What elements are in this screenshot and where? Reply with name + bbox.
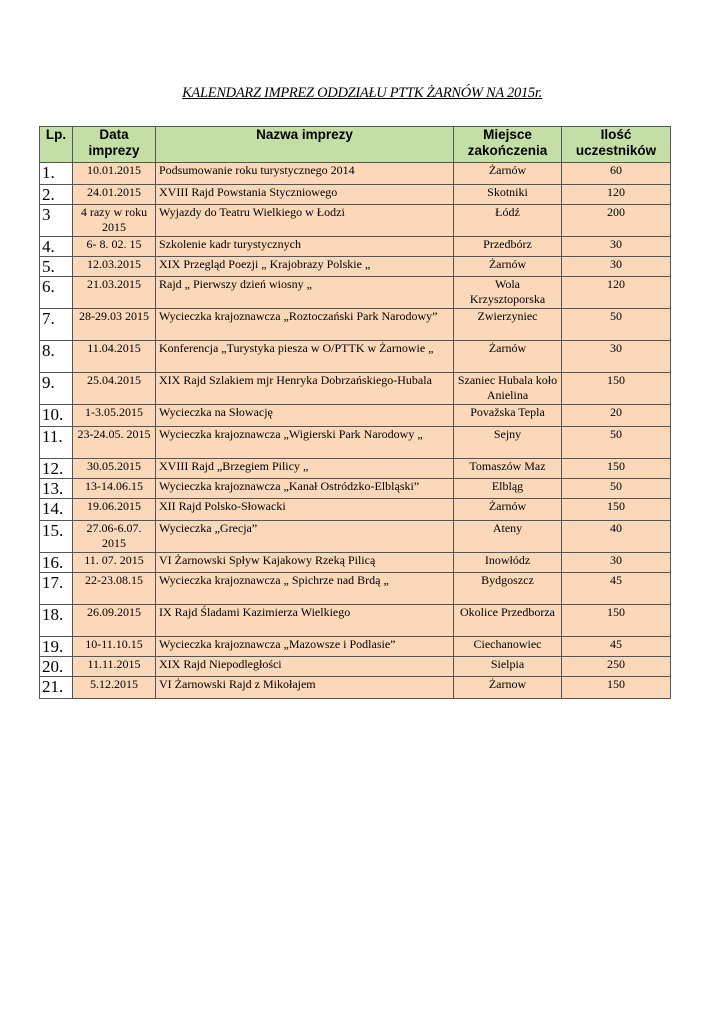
participant-count: 30 [562, 237, 671, 257]
event-name: Wycieczka krajoznawcza „Wigierski Park Narodowy „ [156, 427, 454, 459]
participant-count: 45 [562, 573, 671, 605]
row-number: 18. [40, 605, 73, 637]
row-number: 15. [40, 521, 73, 553]
row-number: 6. [40, 277, 73, 309]
event-name: Rajd „ Pierwszy dzień wiosny „ [156, 277, 454, 309]
row-number: 14. [40, 499, 73, 521]
table-row [40, 553, 671, 573]
table-row [40, 373, 671, 405]
header-place: Miejsce zakończenia [454, 127, 562, 163]
row-number: 16. [40, 553, 73, 573]
row-number: 9. [40, 373, 73, 405]
header-count: Ilość uczestników [562, 127, 671, 163]
event-place: Sejny [454, 427, 562, 459]
event-date: 25.04.2015 [73, 373, 156, 405]
event-name: Wycieczka na Słowację [156, 405, 454, 427]
event-date: 1-3.05.2015 [73, 405, 156, 427]
event-place: Wola Krzysztoporska [454, 277, 562, 309]
participant-count: 150 [562, 677, 671, 699]
participant-count: 120 [562, 185, 671, 205]
event-date: 24.01.2015 [73, 185, 156, 205]
participant-count: 50 [562, 309, 671, 341]
event-place: Szaniec Hubala koło Anielina [454, 373, 562, 405]
event-place: Zwierzyniec [454, 309, 562, 341]
participant-count: 30 [562, 257, 671, 277]
event-place: Elbląg [454, 479, 562, 499]
row-number: 11. [40, 427, 73, 459]
table-row [40, 677, 671, 699]
event-name: Wyjazdy do Teatru Wielkiego w Łodzi [156, 205, 454, 237]
participant-count: 60 [562, 163, 671, 185]
table-row [40, 637, 671, 657]
participant-count: 50 [562, 427, 671, 459]
participant-count: 250 [562, 657, 671, 677]
participant-count: 50 [562, 479, 671, 499]
participant-count: 200 [562, 205, 671, 237]
event-name: XVIII Rajd Powstania Styczniowego [156, 185, 454, 205]
participant-count: 150 [562, 459, 671, 479]
event-date: 28-29.03 2015 [73, 309, 156, 341]
event-place: Żarnów [454, 499, 562, 521]
event-place: Okolice Przedborza [454, 605, 562, 637]
table-row [40, 237, 671, 257]
participant-count: 150 [562, 373, 671, 405]
event-date: 19.06.2015 [73, 499, 156, 521]
event-name: Szkolenie kadr turystycznych [156, 237, 454, 257]
event-place: Skotniki [454, 185, 562, 205]
row-number: 4. [40, 237, 73, 257]
table-row [40, 341, 671, 373]
event-place: Przedbórz [454, 237, 562, 257]
table-row [40, 205, 671, 237]
event-name: XVIII Rajd „Brzegiem Pilicy „ [156, 459, 454, 479]
event-name: VI Żarnowski Rajd z Mikołajem [156, 677, 454, 699]
row-number: 20. [40, 657, 73, 677]
participant-count: 45 [562, 637, 671, 657]
event-date: 11.11.2015 [73, 657, 156, 677]
event-place: Łódź [454, 205, 562, 237]
header-num: Lp. [40, 127, 73, 163]
table-row [40, 657, 671, 677]
header-date: Data imprezy [73, 127, 156, 163]
table-row [40, 427, 671, 459]
event-name: Wycieczka krajoznawcza „Roztoczański Park Narodowy” [156, 309, 454, 341]
event-place: Żarnow [454, 677, 562, 699]
row-number: 12. [40, 459, 73, 479]
event-name: IX Rajd Śladami Kazimierza Wielkiego [156, 605, 454, 637]
event-name: Wycieczka krajoznawcza „Mazowsze i Podlasie” [156, 637, 454, 657]
row-number: 7. [40, 309, 73, 341]
event-place: Inowłódz [454, 553, 562, 573]
row-number: 21. [40, 677, 73, 699]
event-date: 11.04.2015 [73, 341, 156, 373]
event-date: 30.05.2015 [73, 459, 156, 479]
event-place: Żarnów [454, 257, 562, 277]
event-name: Wycieczka krajoznawcza „ Spichrze nad Brdą „ [156, 573, 454, 605]
row-number: 8. [40, 341, 73, 373]
event-place: Sielpia [454, 657, 562, 677]
event-date: 23-24.05. 2015 [73, 427, 156, 459]
event-place: Ciechanowiec [454, 637, 562, 657]
table-row [40, 573, 671, 605]
event-date: 5.12.2015 [73, 677, 156, 699]
event-date: 26.09.2015 [73, 605, 156, 637]
table-row [40, 459, 671, 479]
event-place: Żarnów [454, 163, 562, 185]
row-number: 13. [40, 479, 73, 499]
event-name: XIX Rajd Szlakiem mjr Henryka Dobrzańskiego-Hubala [156, 373, 454, 405]
row-number: 2. [40, 185, 73, 205]
event-name: Wycieczka „Grecja” [156, 521, 454, 553]
table-row [40, 605, 671, 637]
event-place: Tomaszów Maz [454, 459, 562, 479]
event-place: Bydgoszcz [454, 573, 562, 605]
table-row [40, 499, 671, 521]
event-date: 11. 07. 2015 [73, 553, 156, 573]
event-date: 6- 8. 02. 15 [73, 237, 156, 257]
event-date: 12.03.2015 [73, 257, 156, 277]
event-place: Považska Tepla [454, 405, 562, 427]
events-table [39, 126, 671, 699]
table-row [40, 163, 671, 185]
event-date: 10.01.2015 [73, 163, 156, 185]
row-number: 3 [40, 205, 73, 237]
row-number: 17. [40, 573, 73, 605]
header-name: Nazwa imprezy [156, 127, 454, 163]
table-row [40, 521, 671, 553]
event-name: Podsumowanie roku turystycznego 2014 [156, 163, 454, 185]
event-date: 10-11.10.15 [73, 637, 156, 657]
participant-count: 30 [562, 553, 671, 573]
table-row [40, 277, 671, 309]
event-name: XII Rajd Polsko-Słowacki [156, 499, 454, 521]
event-place: Żarnów [454, 341, 562, 373]
participant-count: 30 [562, 341, 671, 373]
table-row [40, 309, 671, 341]
event-place: Ateny [454, 521, 562, 553]
row-number: 10. [40, 405, 73, 427]
table-row [40, 405, 671, 427]
page-title: KALENDARZ IMPREZ ODDZIAŁU PTTK ŻARNÓW NA 2015r. [182, 85, 542, 101]
participant-count: 150 [562, 499, 671, 521]
row-number: 19. [40, 637, 73, 657]
event-name: Konferencja „Turystyka piesza w O/PTTK w Żarnowie „ [156, 341, 454, 373]
event-name: XIX Przegląd Poezji „ Krajobrazy Polskie „ [156, 257, 454, 277]
row-number: 5. [40, 257, 73, 277]
event-name: XIX Rajd Niepodległości [156, 657, 454, 677]
event-date: 13-14.06.15 [73, 479, 156, 499]
participant-count: 20 [562, 405, 671, 427]
table-row [40, 479, 671, 499]
participant-count: 40 [562, 521, 671, 553]
header-row [40, 127, 671, 163]
event-date: 4 razy w roku 2015 [73, 205, 156, 237]
participant-count: 150 [562, 605, 671, 637]
event-date: 27.06-6.07. 2015 [73, 521, 156, 553]
event-name: Wycieczka krajoznawcza „Kanał Ostródzko-Elbląski” [156, 479, 454, 499]
row-number: 1. [40, 163, 73, 185]
table-body [40, 163, 671, 699]
table-row [40, 185, 671, 205]
table-row [40, 257, 671, 277]
event-date: 22-23.08.15 [73, 573, 156, 605]
event-name: VI Żarnowski Spływ Kajakowy Rzeką Pilicą [156, 553, 454, 573]
event-date: 21.03.2015 [73, 277, 156, 309]
participant-count: 120 [562, 277, 671, 309]
